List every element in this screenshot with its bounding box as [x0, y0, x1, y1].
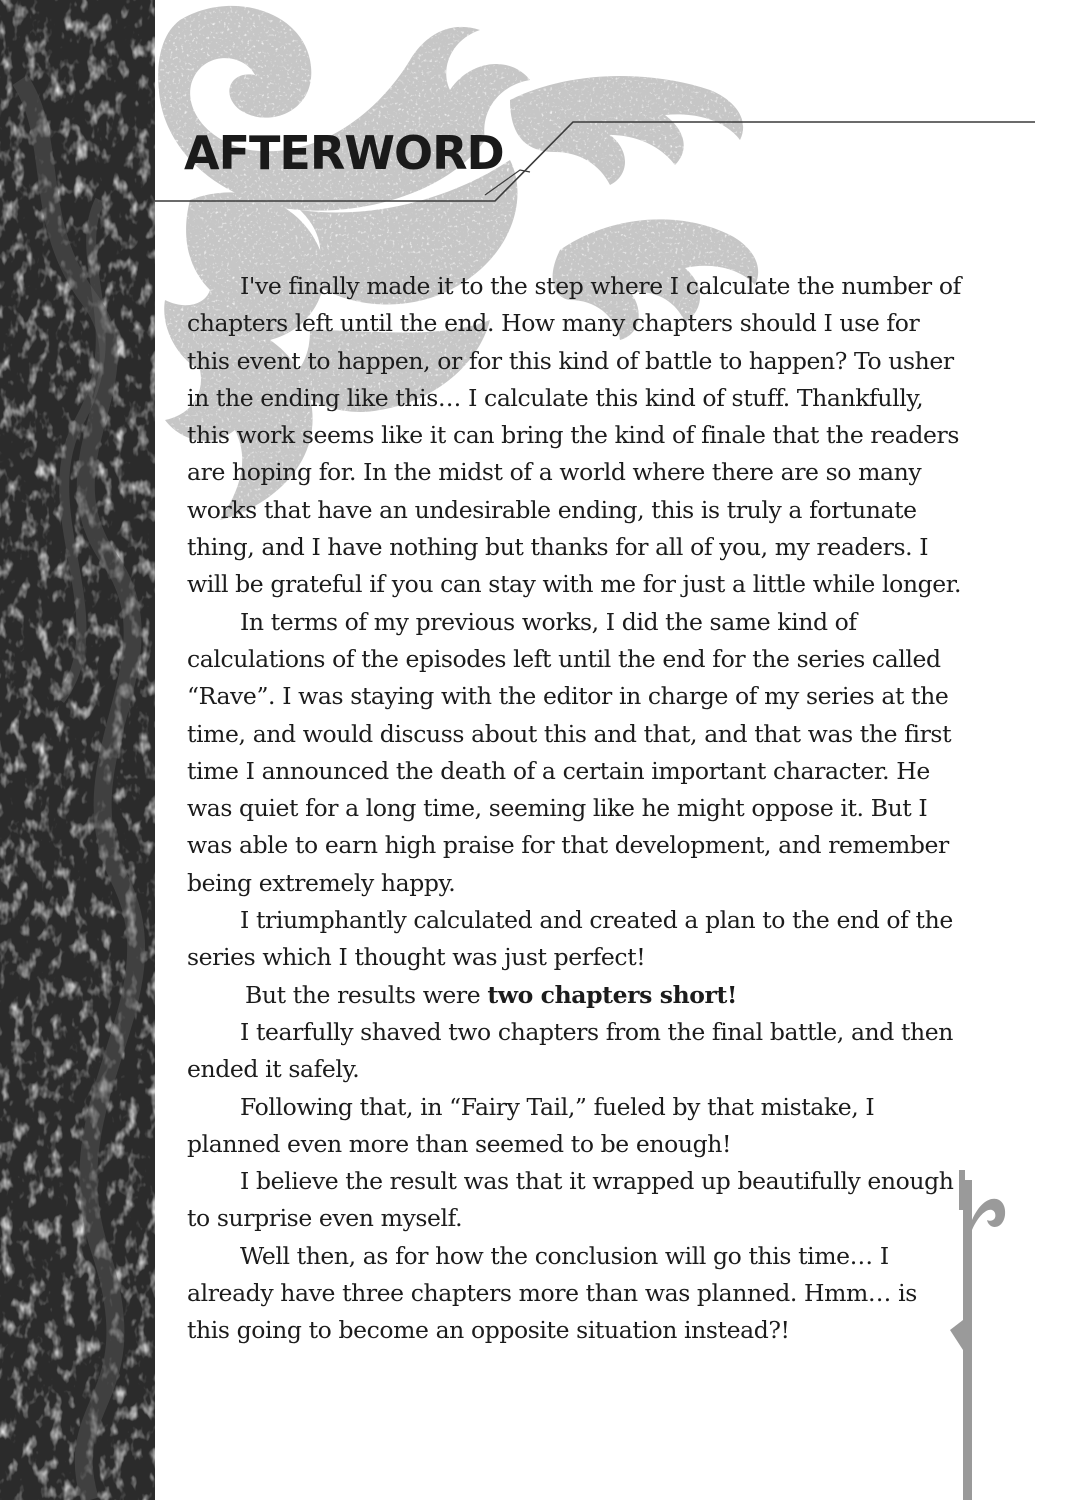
paragraph: I've finally made it to the step where I calculate the number of chapters left until the end. How many chapters should I use for this event to happen, or for this kind of battle to happen? To usher in the ending like this… I calculate this kind of stuff. Thankfully, this work seems like it can bring the kind of finale that the readers are hoping for. In the midst of a world where there are so many works that have an undesirable ending, this is truly a fortunate thing, and I have nothing but thanks for all of you, my readers. I will be grateful if you can stay with me for just a little while longer. [187, 272, 962, 599]
afterword-body [187, 268, 962, 1350]
paragraph: I believe the result was that it wrapped up beautifully enough to surprise even myself. [187, 1167, 954, 1233]
paragraph: Well then, as for how the conclusion will go this time… I already have three chapters more than was planned. Hmm… is this going to become an opposite situation instead?! [187, 1241, 917, 1345]
results-paragraph [187, 977, 962, 1014]
paragraph: Following that, in “Fairy Tail,” fueled by that mistake, I planned even more than seemed to be enough! [187, 1092, 875, 1158]
paragraph: I triumphantly calculated and created a plan to the end of the series which I thought was just perfect! [187, 906, 953, 972]
results-prefix: But the results were [245, 980, 488, 1009]
page-title: AFTERWORD [184, 126, 504, 180]
results-suffix: ! [726, 980, 737, 1009]
results-emphasis: two chapters short [487, 980, 727, 1009]
decorative-side-strip [0, 0, 155, 1500]
paragraph: In terms of my previous works, I did the same kind of calculations of the episodes left until the end for the series called “Rave”. I was staying with the editor in charge of my series at the time, and would discuss about this and that, and that was the first time I announced the death of a certain important character. He was quiet for a long time, seeming like he might oppose it. But I was able to earn high praise for that development, and remember being extremely happy. [187, 607, 952, 897]
paragraph: I tearfully shaved two chapters from the final battle, and then ended it safely. [187, 1017, 954, 1084]
